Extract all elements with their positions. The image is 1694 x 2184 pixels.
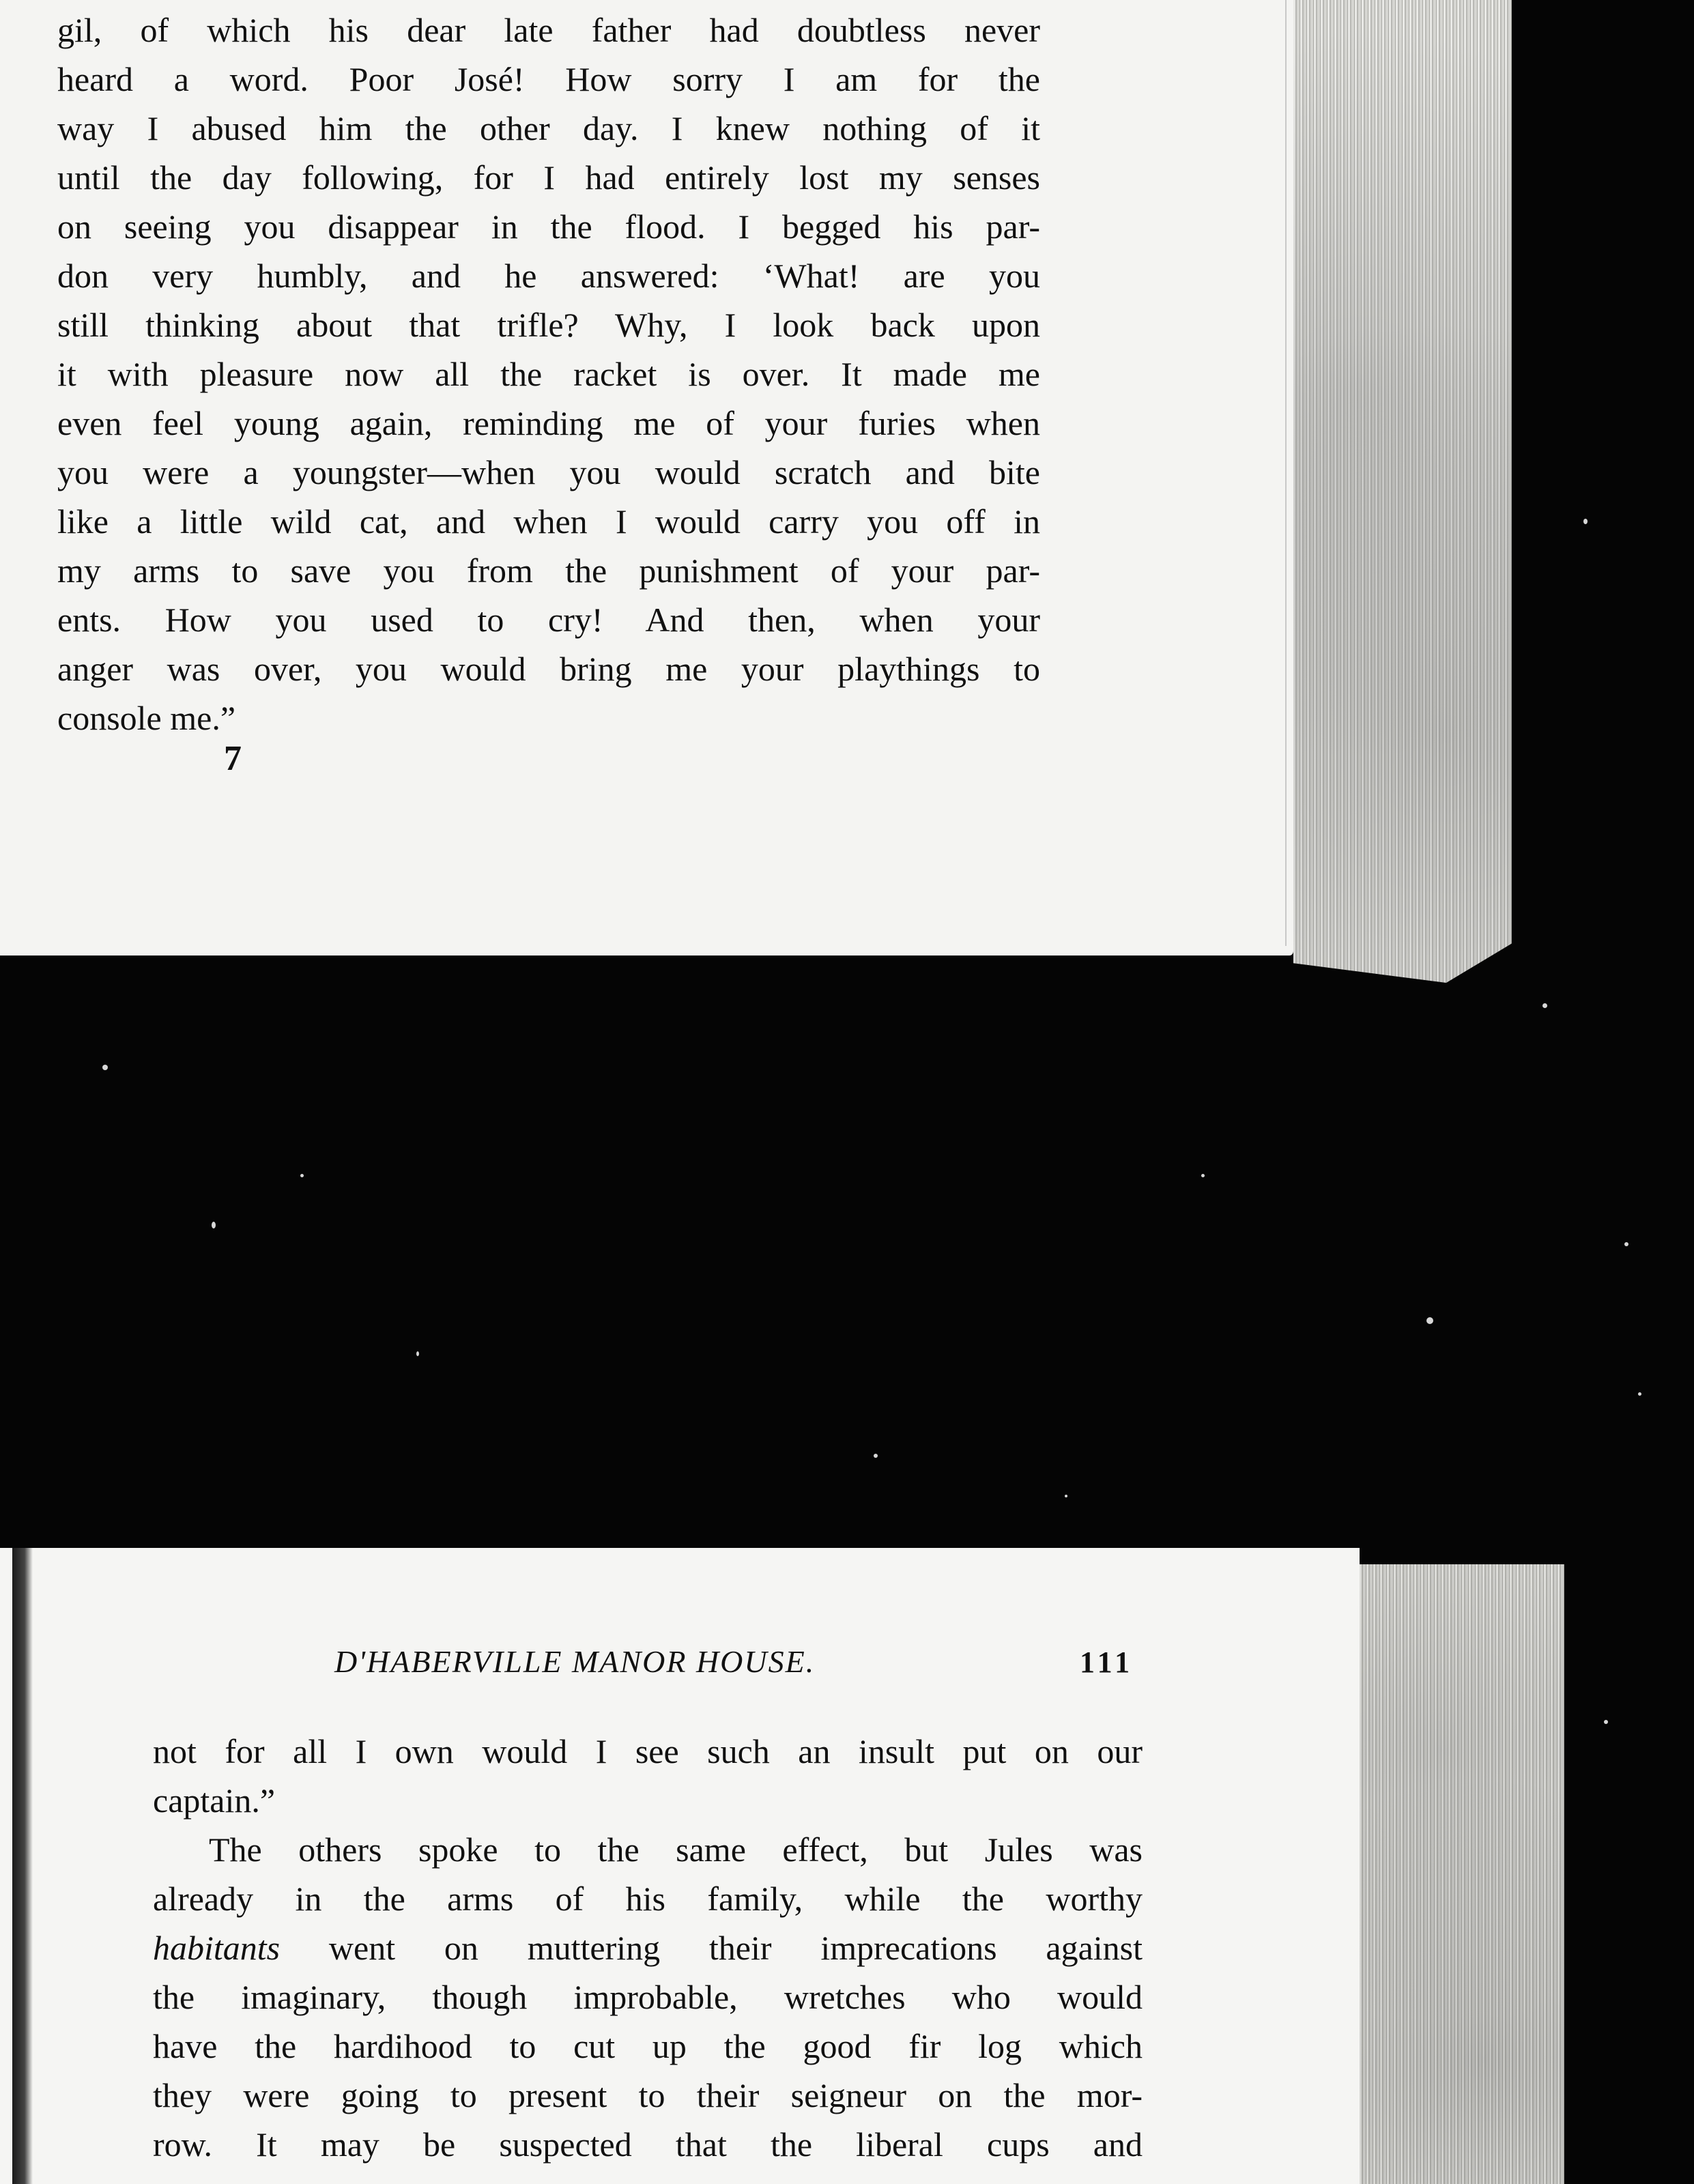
speck: [300, 1174, 304, 1177]
speck: [874, 1454, 878, 1458]
text-line: already in the arms of his family, while the worthy: [153, 1880, 1143, 1918]
text-line: anger was over, you would bring me your playthings to: [57, 650, 1040, 688]
page-edge-lower: [1360, 1564, 1564, 2184]
text-line: ents. How you used to cry! And then, when your: [57, 601, 1040, 639]
speck: [1583, 519, 1588, 524]
text-line: still thinking about that trifle? Why, I look back upon: [57, 306, 1040, 344]
upper-page-text: [57, 5, 1040, 743]
text-line: even feel young again, reminding me of your furies when: [57, 404, 1040, 442]
text-line: row. It may be suspected that the liberal cups and: [153, 2125, 1143, 2164]
page-edge-upper: [1293, 0, 1512, 983]
text-line: captain.”: [153, 1781, 276, 1820]
text-line: it with pleasure now all the racket is over. It made me: [57, 355, 1040, 393]
signature-mark: 7: [224, 739, 242, 778]
text-line: don very humbly, and he answered: ‘What! are you: [57, 257, 1040, 295]
book-spine-shadow: [12, 1548, 33, 2184]
text-line: heard a word. Poor José! How sorry I am for the: [57, 60, 1040, 98]
text-line: The others spoke to the same effect, but Jules was: [209, 1830, 1143, 1869]
text-line: the imaginary, though improbable, wretches who would: [153, 1978, 1143, 2016]
text-line: gil, of which his dear late father had doubtless never: [57, 11, 1040, 49]
speck: [1604, 1720, 1608, 1724]
text-line: until the day following, for I had entirely lost my senses: [57, 158, 1040, 197]
speck: [1426, 1317, 1433, 1324]
text-line: way I abused him the other day. I knew nothing of it: [57, 109, 1040, 147]
italic-word: habitants: [153, 1929, 281, 1967]
text-line: have the hardihood to cut up the good fir log which: [153, 2027, 1143, 2065]
text-fragment: went on muttering their imprecations against: [280, 1929, 1143, 1967]
text-line: they were going to present to their seigneur on the mor-: [153, 2076, 1143, 2114]
text-line: like a little wild cat, and when I would carry you off in: [57, 502, 1040, 541]
speck: [212, 1222, 216, 1228]
speck: [1065, 1495, 1067, 1497]
lower-page-text: [153, 1727, 1143, 2169]
speck: [1638, 1392, 1641, 1396]
speck: [416, 1351, 419, 1356]
text-line: console me.”: [57, 699, 236, 737]
speck: [1542, 1003, 1547, 1008]
text-line: not for all I own would I see such an insult put on our: [153, 1732, 1143, 1770]
page-number: 111: [1080, 1646, 1134, 1679]
speck: [102, 1065, 108, 1070]
text-line: you were a youngster—when you would scratch and bite: [57, 453, 1040, 491]
page-border-line: [1285, 0, 1287, 946]
speck: [1201, 1174, 1205, 1177]
text-line: [153, 1923, 1143, 1972]
speck: [1624, 1242, 1628, 1246]
running-head: D'HABERVILLE MANOR HOUSE.: [334, 1644, 816, 1679]
text-line: on seeing you disappear in the flood. I begged his par-: [57, 207, 1040, 246]
text-line: my arms to save you from the punishment of your par-: [57, 551, 1040, 590]
